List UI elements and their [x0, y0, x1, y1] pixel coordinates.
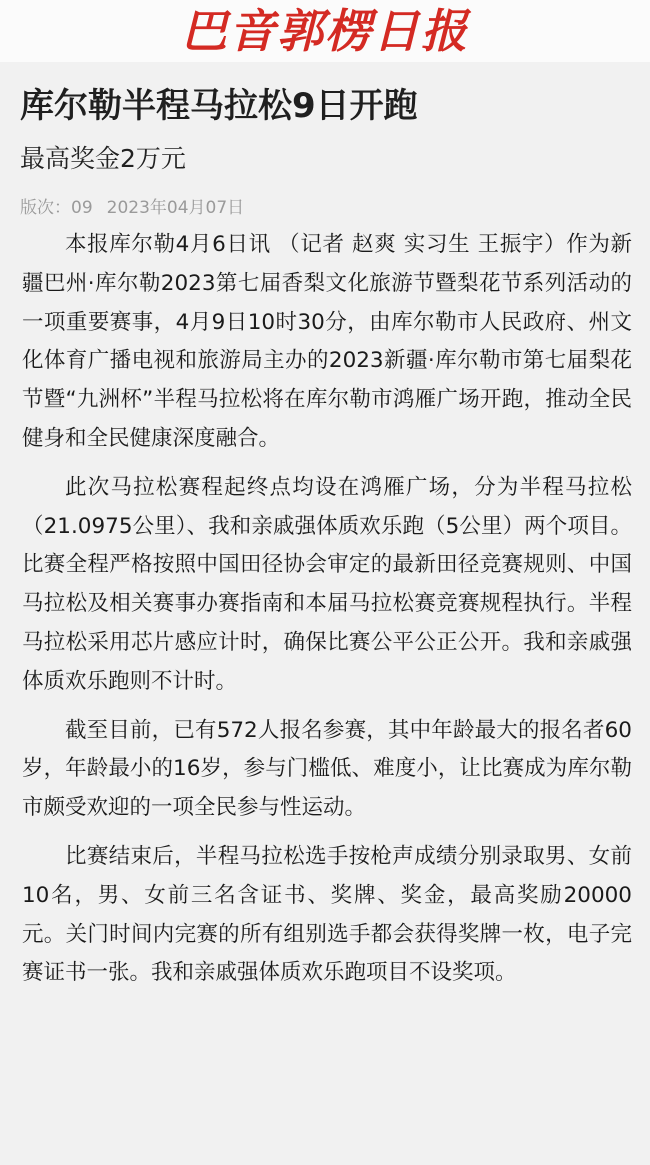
article-paragraph: 截至目前，已有572人报名参赛，其中年龄最大的报名者60岁，年龄最小的16岁，参与门槛低、难度小，让比赛成为库尔勒市颇受欢迎的一项全民参与性运动。	[22, 717, 632, 821]
edition-label: 版次：09	[20, 198, 93, 218]
article-paragraph: 比赛结束后，半程马拉松选手按枪声成绩分别录取男、女前10名，男、女前三名含证书、奖牌、奖金，最高奖励20000元。关门时间内完赛的所有组别选手都会获得奖牌一枚，电子完赛证书一张。我和亲戚强体质欢乐跑项目不设奖项。	[22, 843, 632, 986]
article-body	[22, 226, 632, 1003]
article-paragraph: 本报库尔勒4月6日讯 （记者 赵爽 实习生 王振宇）作为新疆巴州·库尔勒2023第七届香梨文化旅游节暨梨花节系列活动的一项重要赛事，4月9日10时30分，由库尔勒市人民政府、州文化体育广播电视和旅游局主办的2023新疆·库尔勒市第七届梨花节暨“九洲杯”半程马拉松将在库尔勒市鸿雁广场开跑，推动全民健身和全民健康深度融合。	[22, 232, 632, 451]
newspaper-logo: 巴音郭楞日报	[181, 4, 469, 58]
masthead	[0, 0, 650, 62]
article-meta	[20, 196, 244, 220]
article-paragraph: 此次马拉松赛程起终点均设在鸿雁广场，分为半程马拉松（21.0975公里）、我和亲戚强体质欢乐跑（5公里）两个项目。比赛全程严格按照中国田径协会审定的最新田径竞赛规则、中国马拉松及相关赛事办赛指南和本届马拉松赛竞赛规程执行。半程马拉松采用芯片感应计时，确保比赛公平公正公开。我和亲戚强体质欢乐跑则不计时。	[22, 474, 632, 694]
publish-date: 2023年04月07日	[106, 198, 245, 218]
article-subheadline: 最高奖金2万元	[20, 144, 186, 173]
article-headline: 库尔勒半程马拉松9日开跑	[20, 86, 418, 126]
